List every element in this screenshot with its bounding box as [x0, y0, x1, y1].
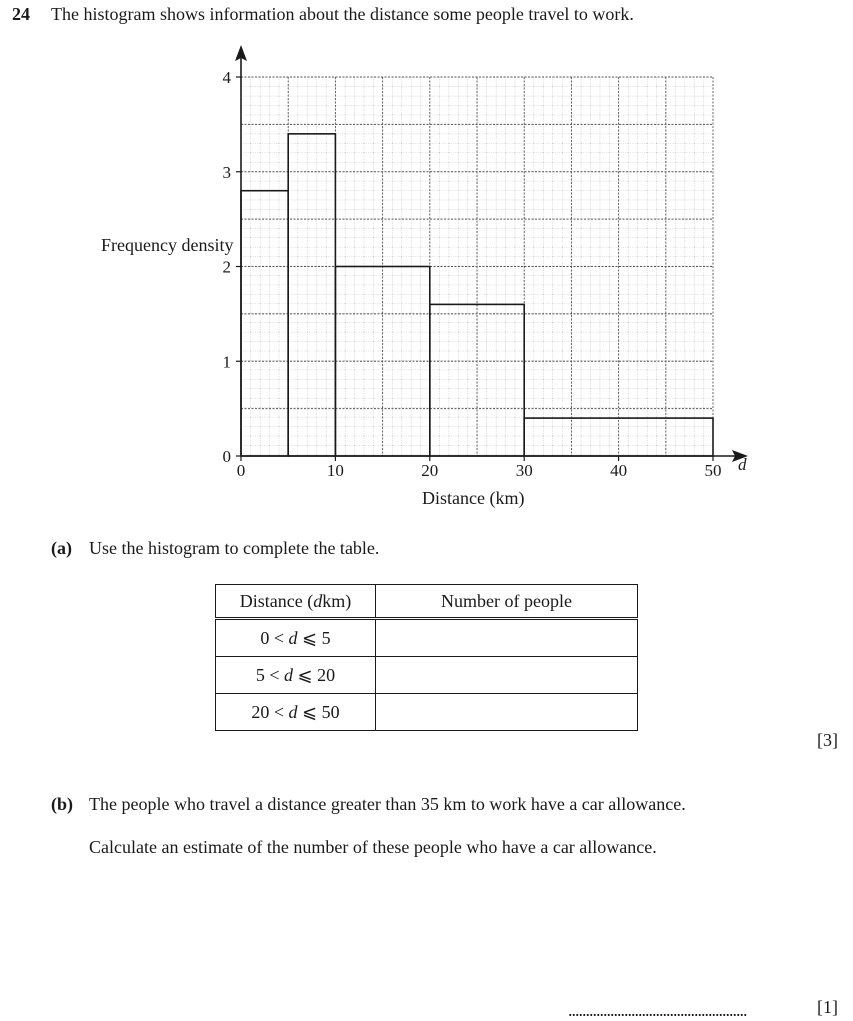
interval-cell: 20 < d ⩽ 50	[216, 694, 376, 731]
question-text: The histogram shows information about the distance some people travel to work.	[51, 4, 634, 24]
x-variable-label: d	[738, 455, 747, 474]
x-tick-label: 30	[515, 461, 533, 480]
x-tick-label: 40	[610, 461, 628, 480]
part-a-text: Use the histogram to complete the table.	[89, 538, 380, 558]
x-tick-label: 0	[236, 461, 246, 480]
question-number: 24	[12, 4, 30, 24]
part-a-marks: [3]	[817, 730, 838, 750]
y-tick-label: 1	[222, 352, 231, 372]
x-tick-label: 10	[326, 461, 344, 480]
response-table	[215, 584, 638, 731]
part-b-label: (b)	[51, 794, 73, 814]
part-b-marks: [1]	[817, 997, 838, 1017]
y-axis-label: Frequency density	[101, 235, 234, 255]
y-tick-label: 2	[222, 257, 231, 277]
part-b-text-1: The people who travel a distance greater than 35 km to work have a car allowance.	[89, 794, 686, 814]
x-tick-label: 50	[704, 461, 722, 480]
table-row	[216, 619, 638, 657]
answer-line[interactable]: ...................................................	[568, 1000, 747, 1020]
y-tick-label: 4	[222, 68, 231, 87]
part-a-label: (a)	[51, 538, 72, 558]
y-tick-label: 0	[222, 447, 231, 466]
interval-cell: 0 < d ⩽ 5	[216, 619, 376, 657]
x-axis-label: Distance (km)	[422, 488, 525, 508]
part-b-text-2: Calculate an estimate of the number of these people who have a car allowance.	[89, 837, 657, 857]
number-cell[interactable]	[376, 657, 638, 694]
table-row	[216, 657, 638, 694]
table-header-number: Number of people	[376, 585, 638, 619]
number-cell[interactable]	[376, 694, 638, 731]
table-header-distance: Distance (dkm)	[216, 585, 376, 619]
x-tick-label: 20	[421, 461, 439, 480]
number-cell[interactable]	[376, 619, 638, 657]
table-row	[216, 694, 638, 731]
interval-cell: 5 < d ⩽ 20	[216, 657, 376, 694]
y-tick-label: 3	[222, 162, 231, 182]
